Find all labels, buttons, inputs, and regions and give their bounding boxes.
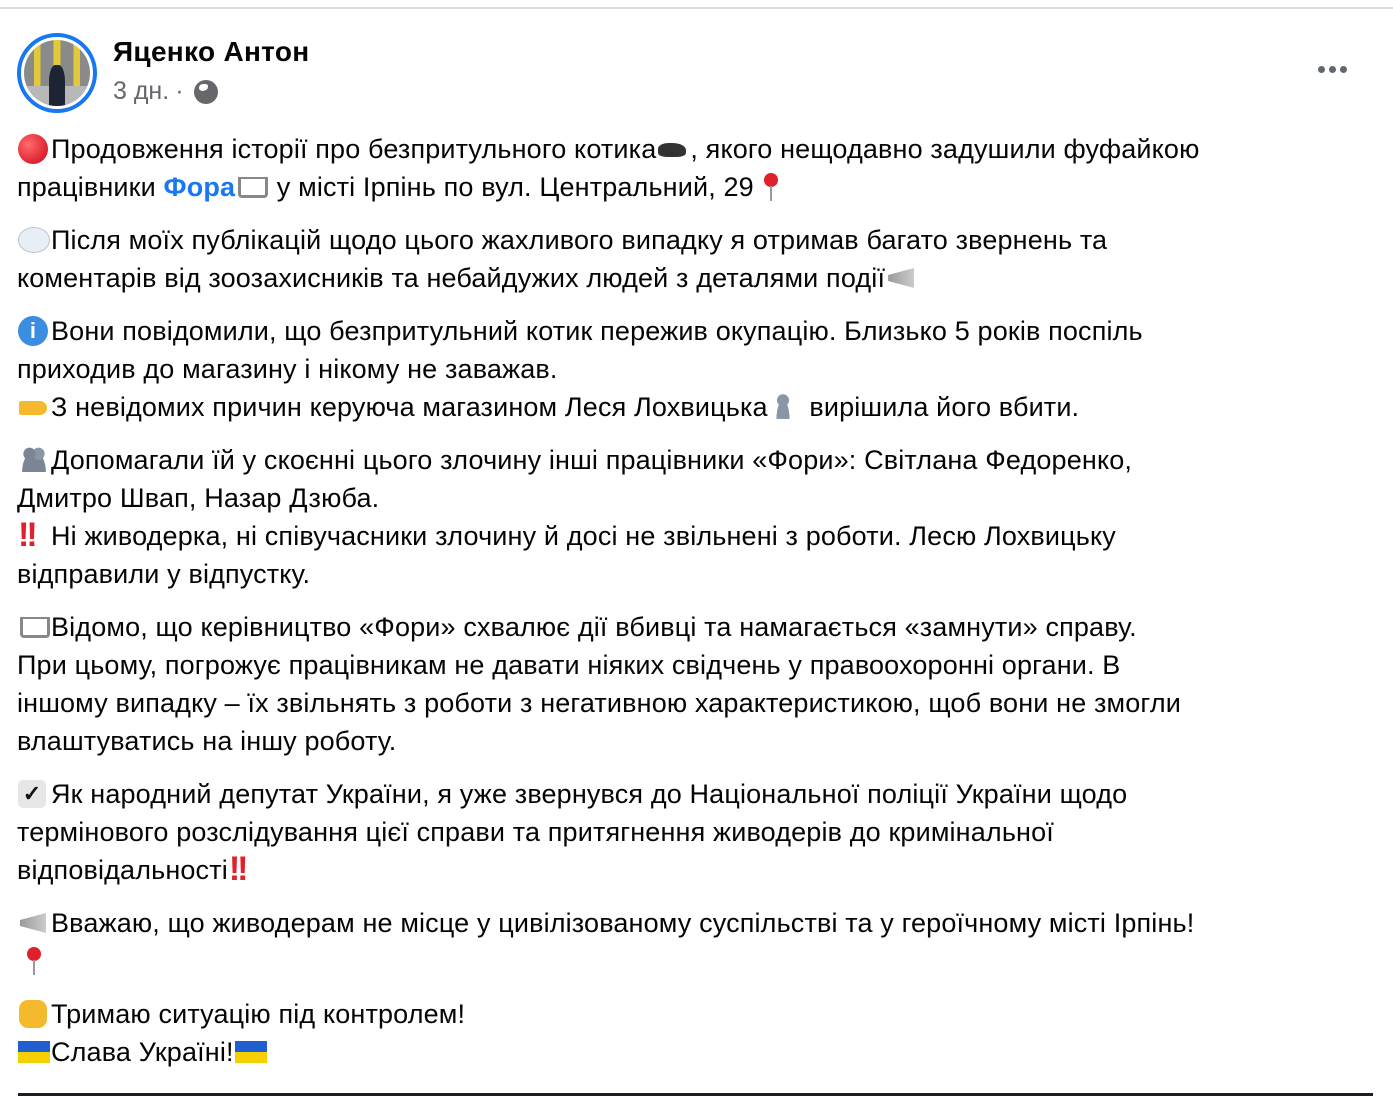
text-line xyxy=(17,684,1200,722)
text-line xyxy=(17,259,1200,297)
post-paragraph xyxy=(17,904,1200,980)
post-text: З невідомих причин керуюча магазином Леся Лохвицька xyxy=(51,392,768,422)
text-line xyxy=(17,904,1200,942)
post-paragraph xyxy=(17,130,1200,206)
speech-icon xyxy=(17,224,51,254)
post-text: приходив до магазину і нікому не заважав. xyxy=(17,354,558,384)
globe-icon[interactable] xyxy=(194,80,218,104)
author-avatar[interactable] xyxy=(17,33,97,113)
post-text: коментарів від зоозахисників та небайдужих людей з деталями події xyxy=(17,263,886,293)
post-text: Продовження історії про безпритульного котика xyxy=(51,134,657,164)
post-paragraph xyxy=(17,608,1200,760)
top-divider xyxy=(0,7,1393,9)
post-text: працівники xyxy=(17,172,164,202)
post-text: Відомо, що керівництво «Фори» схвалює дії вбивці та намагається «замнути» справу. xyxy=(51,612,1137,642)
pin-icon xyxy=(17,945,51,975)
text-line xyxy=(17,775,1200,813)
post-text: відправили у відпустку. xyxy=(17,559,311,589)
post-text: Тримаю ситуацію під контролем! xyxy=(51,999,466,1029)
megaphone-icon xyxy=(17,907,51,937)
text-line xyxy=(17,441,1200,479)
info-icon xyxy=(17,315,51,345)
text-line xyxy=(17,608,1200,646)
post-text: Як народний депутат України, я уже звернувся до Національної поліції України щодо xyxy=(51,779,1128,809)
flag-icon xyxy=(17,1036,51,1066)
post-text: Слава Україні! xyxy=(51,1037,234,1067)
post-text: влаштуватись на іншу роботу. xyxy=(17,726,397,756)
text-line xyxy=(17,555,1200,593)
post-text: Після моїх публікацій щодо цього жахливого випадку я отримав багато звернень та xyxy=(51,225,1108,255)
text-line xyxy=(17,312,1200,350)
text-line xyxy=(17,851,1200,889)
fist-icon xyxy=(17,998,51,1028)
post-paragraph xyxy=(17,312,1200,426)
megaphone-icon xyxy=(885,262,919,292)
post-text: Допомагали їй у скоєнні цього злочину інші працівники «Фори»: Світлана Федоренко, xyxy=(51,445,1133,475)
bang-icon xyxy=(228,854,262,884)
cart-icon xyxy=(17,611,51,641)
more-options-icon[interactable] xyxy=(1312,58,1352,80)
post-text: відповідальності xyxy=(17,855,228,885)
text-line xyxy=(17,995,1200,1033)
text-line xyxy=(17,942,1200,980)
red-circle-icon xyxy=(17,133,51,163)
bust-icon xyxy=(768,391,802,421)
busts-icon xyxy=(17,444,51,474)
pin-icon xyxy=(754,171,788,201)
hand-icon xyxy=(17,391,51,421)
text-line xyxy=(17,350,1200,388)
post-text: Вважаю, що живодерам не місце у цивілізованому суспільстві та у героїчному місті Ірпінь! xyxy=(51,908,1195,938)
avatar-photo xyxy=(24,40,90,106)
flag-icon xyxy=(234,1036,268,1066)
post-text: у місті Ірпінь по вул. Центральний, 29 xyxy=(269,172,754,202)
cart-icon xyxy=(235,171,269,201)
post-paragraph xyxy=(17,995,1200,1071)
post-body xyxy=(17,130,1200,1086)
cat-icon xyxy=(656,133,690,163)
meta-separator: · xyxy=(175,77,184,105)
post-text: вирішила його вбити. xyxy=(801,392,1080,422)
text-line xyxy=(17,221,1200,259)
post-text: Вони повідомили, що безпритульний котик пережив окупацію. Близько 5 років поспіль xyxy=(51,316,1143,346)
post-text: , якого нещодавно задушили фуфайкою xyxy=(690,134,1200,164)
text-line xyxy=(17,1033,1200,1071)
text-line xyxy=(17,813,1200,851)
fora-page-link[interactable]: Фора xyxy=(163,172,236,202)
text-line xyxy=(17,168,1200,206)
text-line xyxy=(17,722,1200,760)
check-icon xyxy=(17,778,51,808)
post-text: термінового розслідування цієї справи та притягнення живодерів до кримінальної xyxy=(17,817,1054,847)
post-text: При цьому, погрожує працівникам не давати ніяких свідчень у правоохоронні органи. В xyxy=(17,650,1121,680)
post-text: Ні живодерка, ні співучасники злочину й досі не звільнені з роботи. Лесю Лохвицьку xyxy=(51,521,1116,551)
post-text: Дмитро Швап, Назар Дзюба. xyxy=(17,483,380,513)
post-meta xyxy=(113,77,218,106)
post-text: іншому випадку – їх звільнять з роботи з негативною характеристикою, щоб вони не змогли xyxy=(17,688,1181,718)
text-line xyxy=(17,517,1200,555)
bang-icon xyxy=(17,520,51,550)
post-paragraph xyxy=(17,775,1200,889)
text-line xyxy=(17,479,1200,517)
text-line xyxy=(17,130,1200,168)
post-time[interactable]: 3 дн. xyxy=(113,77,170,105)
post-paragraph xyxy=(17,221,1200,297)
text-line xyxy=(17,388,1200,426)
text-line xyxy=(17,646,1200,684)
post-paragraph xyxy=(17,441,1200,593)
author-name[interactable]: Яценко Антон xyxy=(113,36,310,67)
